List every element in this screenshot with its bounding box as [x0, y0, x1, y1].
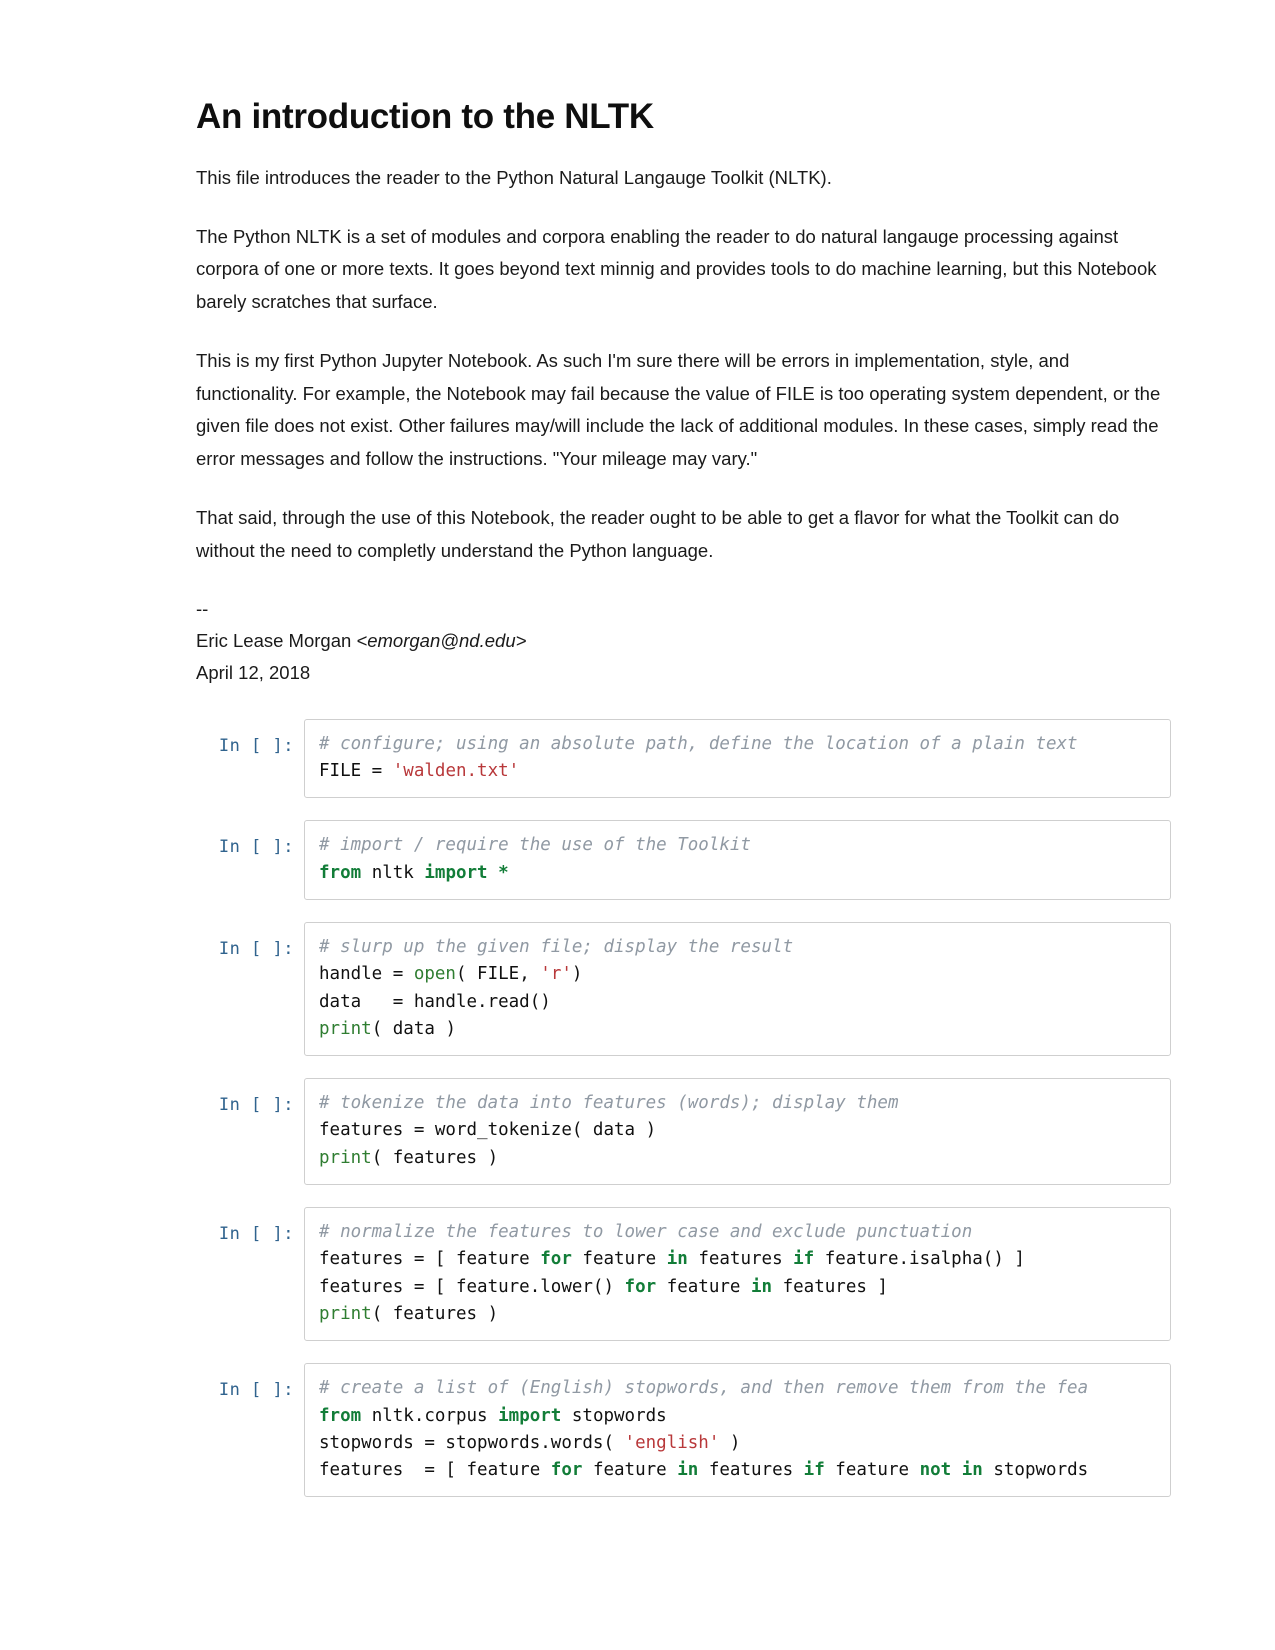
- code-token-plain: feature.isalpha() ]: [814, 1249, 1025, 1270]
- code-text: [319, 1375, 1156, 1484]
- code-token-plain: nltk: [361, 862, 425, 883]
- notebook-cell[interactable]: [196, 1078, 1171, 1185]
- code-input-area[interactable]: [304, 719, 1171, 799]
- code-input-area[interactable]: [304, 1207, 1171, 1341]
- cell-prompt: In [ ]:: [218, 735, 294, 756]
- code-token-st: 'walden.txt': [392, 761, 520, 782]
- code-token-plain: features ]: [772, 1276, 888, 1297]
- code-input-area[interactable]: [304, 1078, 1171, 1185]
- code-input-area[interactable]: [304, 1363, 1171, 1497]
- code-token-plain: features: [687, 1249, 794, 1270]
- code-token-kw: import: [424, 862, 488, 883]
- code-token-plain: ): [571, 964, 583, 985]
- code-token-plain: stopwords: [982, 1460, 1089, 1481]
- code-input-area[interactable]: [304, 922, 1171, 1056]
- signature-email: <emorgan@nd.edu>: [356, 630, 527, 652]
- intro-paragraph-2: The Python NLTK is a set of modules and corpora enabling the reader to do natural langauge processing against corpora of one or more texts. It goes beyond text minnig and provides tools to do machine learning, but this Notebook barely scratches that surface.: [196, 225, 1157, 313]
- code-token-plain: nltk.corpus: [361, 1405, 499, 1426]
- code-token-kw: not: [919, 1460, 952, 1481]
- signature-author-line: [196, 625, 1171, 657]
- code-text: [319, 832, 1156, 887]
- code-token-plain: ): [719, 1432, 741, 1453]
- code-token-fn: print: [319, 1303, 372, 1324]
- code-token-kw: in: [677, 1460, 699, 1481]
- code-token-cm: # slurp up the given file; display the result: [319, 936, 794, 957]
- code-token-cm: # normalize the features to lower case and exclude punctuation: [319, 1222, 973, 1243]
- code-token-plain: ( features ): [371, 1303, 499, 1324]
- code-token-plain: features: [698, 1460, 804, 1481]
- code-token-plain: feature: [824, 1460, 920, 1481]
- code-token-cm: # tokenize the data into features (words); display them: [319, 1093, 899, 1114]
- code-token-plain: ( FILE,: [455, 964, 541, 985]
- code-token-st: 'english': [624, 1432, 720, 1453]
- notebook-cell[interactable]: [196, 1207, 1171, 1341]
- signature-dashes: --: [196, 598, 209, 620]
- code-token-plain: feature: [571, 1249, 667, 1270]
- code-token-plain: feature: [582, 1460, 678, 1481]
- cell-prompt: In [ ]:: [218, 837, 294, 858]
- code-token-fn: print: [319, 1018, 372, 1039]
- code-token-plain: FILE =: [319, 761, 393, 782]
- code-token-kw: if: [793, 1249, 815, 1270]
- notebook-cell[interactable]: [196, 820, 1171, 900]
- code-token-kw: in: [750, 1276, 773, 1297]
- code-token-plain: features = [ feature: [319, 1460, 551, 1481]
- code-token-plain: [951, 1460, 962, 1480]
- code-token-plain: feature: [656, 1276, 751, 1297]
- code-token-kw: in: [666, 1249, 688, 1270]
- code-token-plain: features = [ feature: [319, 1249, 541, 1270]
- notebook-cell[interactable]: [196, 1363, 1171, 1497]
- code-token-kw: for: [624, 1276, 657, 1297]
- intro-paragraph-3: This is my first Python Jupyter Notebook. As such I'm sure there will be errors in implementation, style, and functionality. For example, the Notebook may fail because the value of FILE is too operating system dependent, or the given file does not exist. Other failures may/will include the lack of additional modules. In these cases, simply read the error messages and follow the instructions. "Your mileage may vary.": [196, 349, 1161, 470]
- code-token-cm: # configure; using an absolute path, define the location of a plain text: [319, 733, 1078, 754]
- code-token-kw: if: [803, 1460, 825, 1481]
- code-token-kw: from: [319, 862, 362, 883]
- code-token-kw: from: [319, 1405, 362, 1426]
- code-token-cm: # create a list of (English) stopwords, and then remove them from the fea: [319, 1378, 1089, 1399]
- notebook-cells: [196, 719, 1171, 1498]
- code-text: [319, 731, 1156, 786]
- code-token-fn: open: [413, 964, 456, 985]
- code-token-fn: print: [319, 1147, 372, 1168]
- cell-prompt: In [ ]:: [218, 1095, 294, 1116]
- notebook-cell[interactable]: [196, 719, 1171, 799]
- author-signature: [196, 593, 1171, 688]
- code-text: [319, 934, 1156, 1043]
- code-token-plain: handle =: [319, 964, 414, 985]
- signature-date: April 12, 2018: [196, 661, 311, 683]
- code-token-plain: ( features ): [371, 1147, 499, 1168]
- intro-paragraph-4: That said, through the use of this Notebook, the reader ought to be able to get a flavor for what the Toolkit can do without the need to completly understand the Python language.: [196, 506, 1120, 561]
- code-token-plain: data = handle.read(): [319, 991, 551, 1012]
- code-token-kw: import: [498, 1405, 562, 1426]
- notebook-content: [196, 96, 1171, 1519]
- cell-prompt: In [ ]:: [218, 1224, 294, 1245]
- code-token-plain: stopwords = stopwords.words(: [319, 1432, 625, 1453]
- code-token-plain: stopwords: [561, 1405, 667, 1426]
- code-token-kw: for: [550, 1460, 583, 1481]
- code-token-plain: [488, 863, 499, 883]
- code-token-cm: # import / require the use of the Toolkit: [319, 835, 751, 856]
- code-text: [319, 1219, 1156, 1328]
- code-token-plain: features = word_tokenize( data ): [319, 1120, 657, 1141]
- code-token-kw: in: [961, 1460, 983, 1481]
- code-token-kw: *: [498, 862, 509, 883]
- notebook-cell[interactable]: [196, 922, 1171, 1056]
- signature-author: Eric Lease Morgan: [196, 630, 357, 652]
- code-token-plain: ( data ): [371, 1018, 456, 1039]
- code-input-area[interactable]: [304, 820, 1171, 900]
- code-token-st: 'r': [540, 964, 572, 985]
- code-text: [319, 1090, 1156, 1172]
- intro-paragraph-1: This file introduces the reader to the Python Natural Langauge Toolkit (NLTK).: [196, 167, 832, 188]
- cell-prompt: In [ ]:: [218, 1380, 294, 1401]
- cell-prompt: In [ ]:: [218, 938, 294, 959]
- page-title: An introduction to the NLTK: [196, 97, 654, 136]
- code-token-plain: features = [ feature.lower(): [319, 1276, 625, 1297]
- code-token-kw: for: [540, 1249, 572, 1270]
